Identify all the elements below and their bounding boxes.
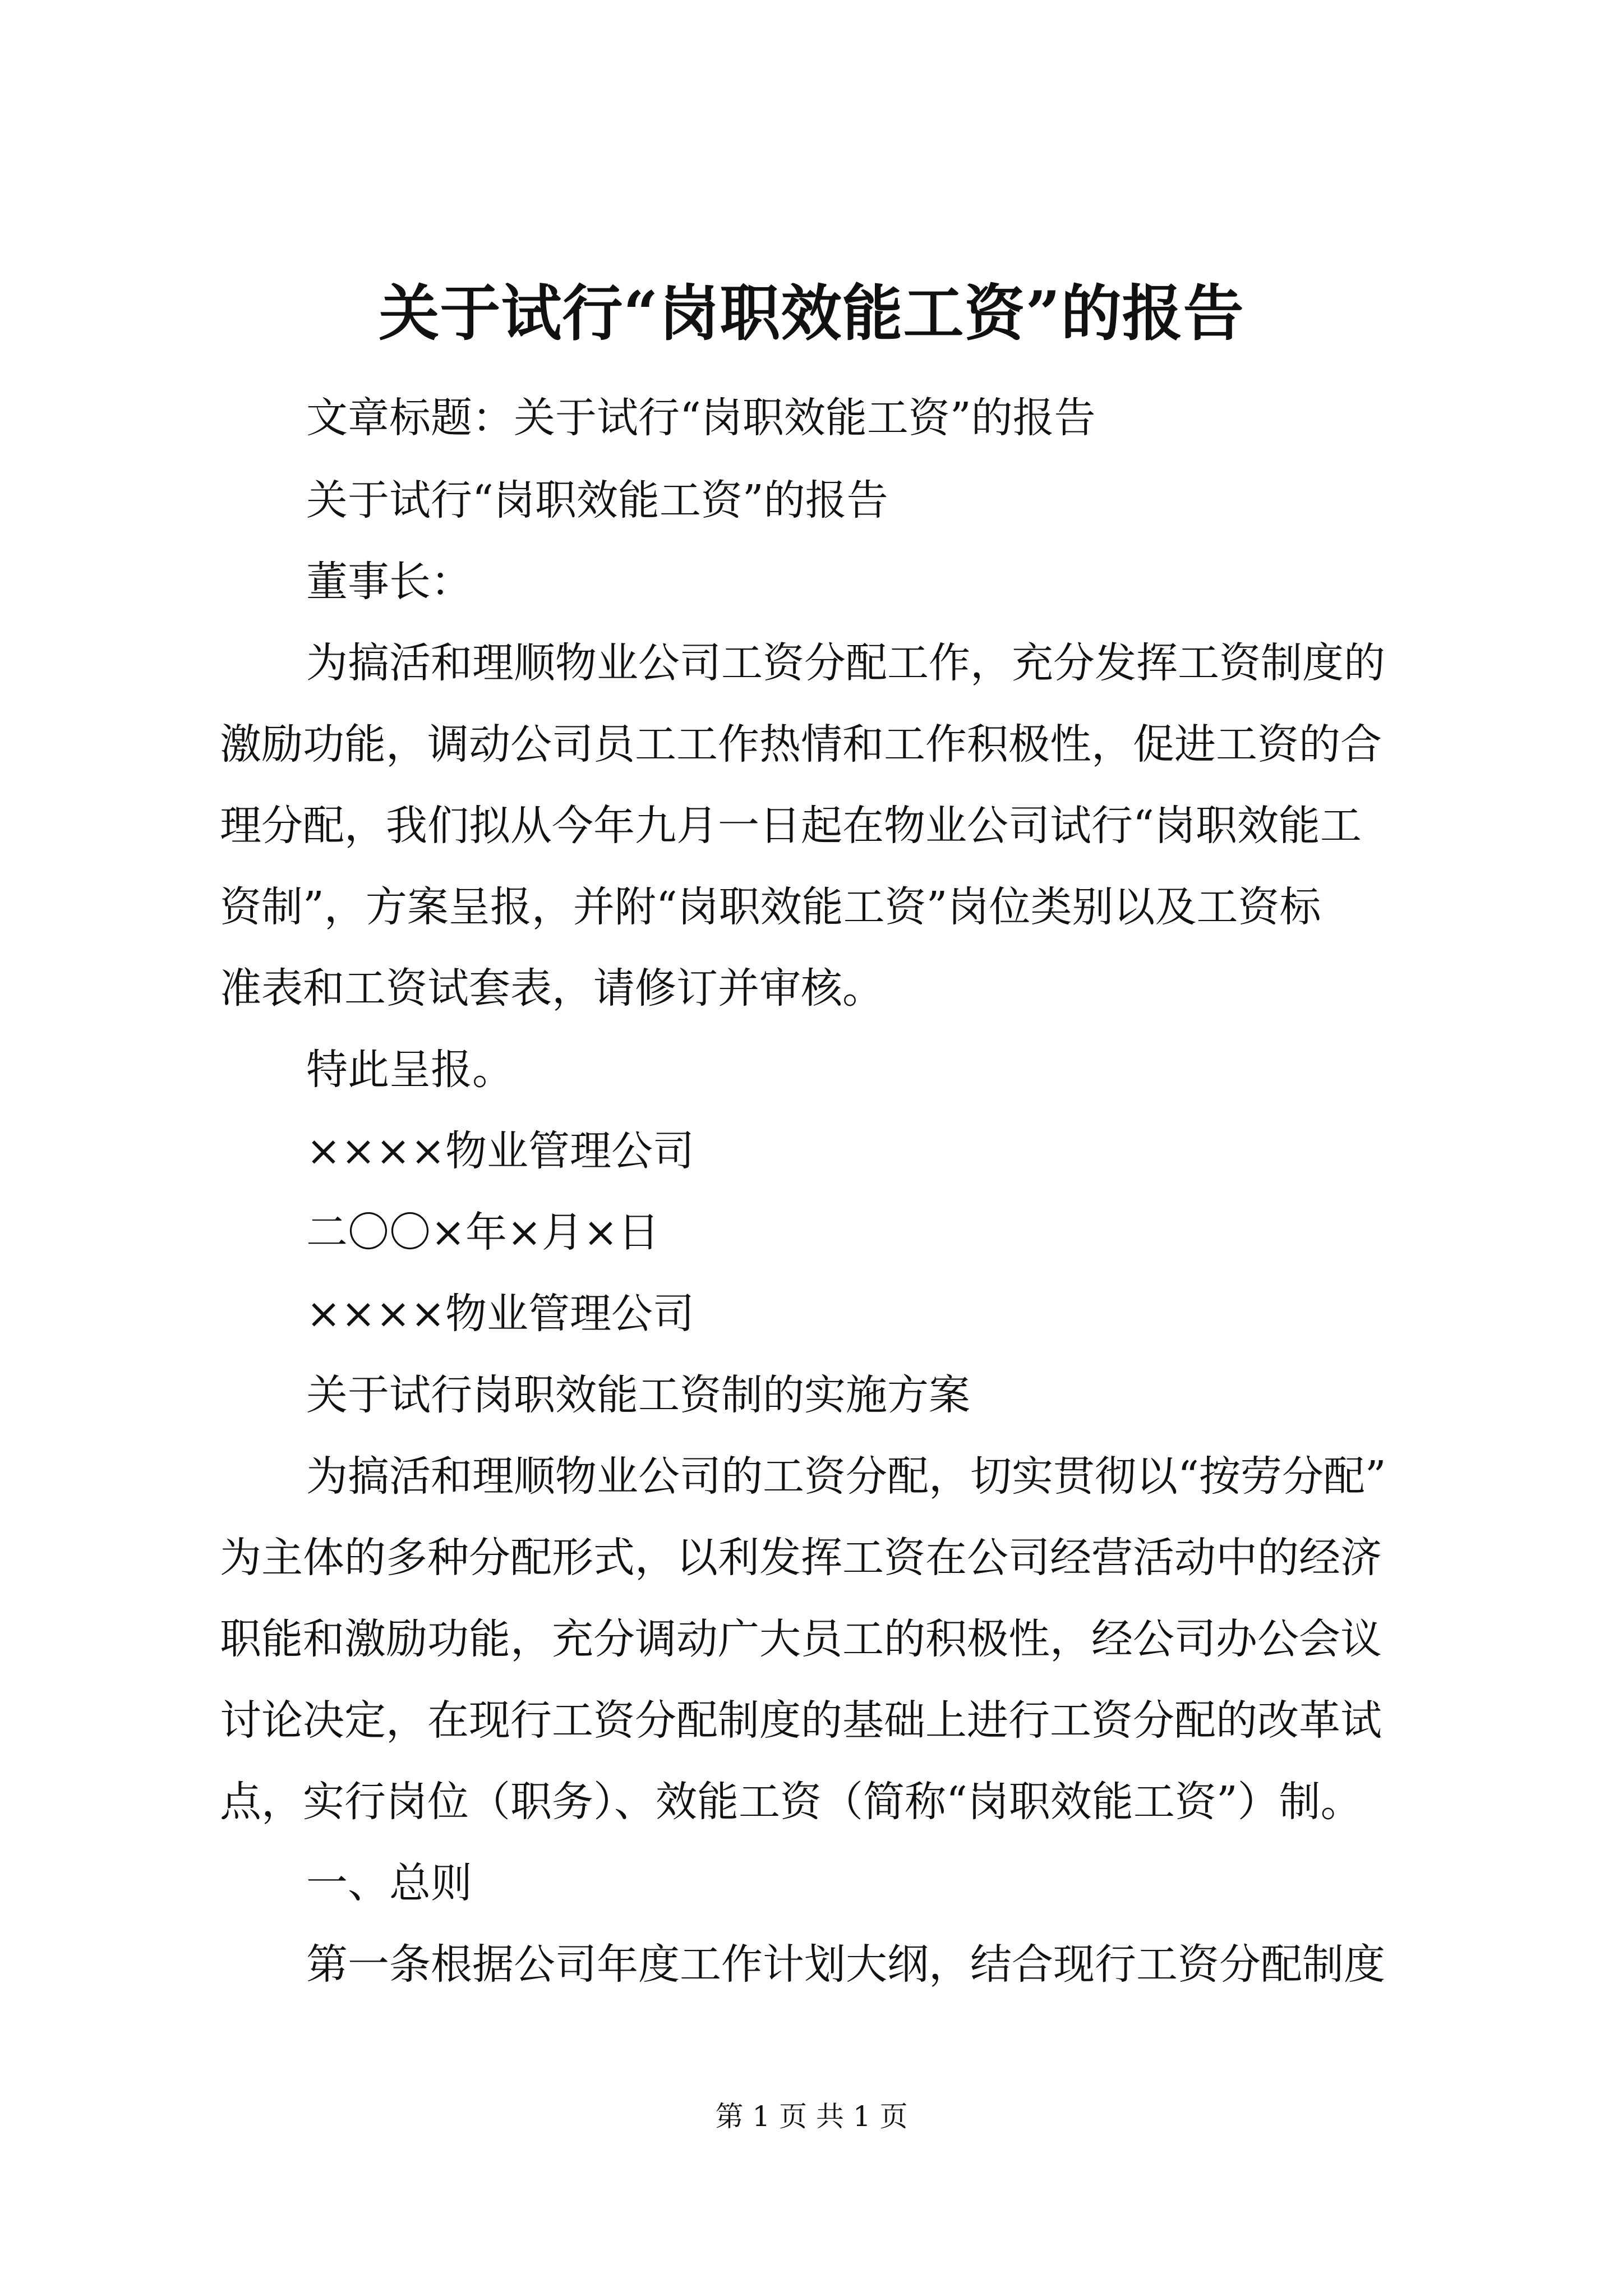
paragraph-line: 点，实行岗位（职务）、效能工资（简称“岗职效能工资”）制。 bbox=[220, 1778, 1362, 1826]
paragraph-line: 为搞活和理顺物业公司工资分配工作，充分发挥工资制度的 bbox=[306, 639, 1385, 687]
paragraph-line: 为搞活和理顺物业公司的工资分配，切实贯彻以“按劳分配” bbox=[306, 1452, 1386, 1501]
date-line: 二〇〇×年×月×日 bbox=[306, 1208, 660, 1257]
paragraph-line: 职能和激励功能，充分调动广大员工的积极性，经公司办公会议 bbox=[220, 1615, 1382, 1663]
paragraph-line: 资制”，方案呈报，并附“岗职效能工资”岗位类别以及工资标 bbox=[220, 883, 1321, 931]
closing-line: 特此呈报。 bbox=[306, 1046, 514, 1094]
company-name-line: ××××物业管理公司 bbox=[306, 1127, 695, 1175]
paragraph-line: 讨论决定，在现行工资分配制度的基础上进行工资分配的改革试 bbox=[220, 1696, 1382, 1745]
plan-heading-line: 关于试行岗职效能工资制的实施方案 bbox=[306, 1371, 970, 1419]
salutation-line: 董事长： bbox=[306, 558, 472, 606]
page-footer: 第 1 页 共 1 页 bbox=[715, 2100, 908, 2133]
paragraph-line: 激励功能，调动公司员工工作热情和工作积极性，促进工资的合 bbox=[220, 720, 1382, 769]
paragraph-line: 为主体的多种分配形式，以利发挥工资在公司经营活动中的经济 bbox=[220, 1534, 1382, 1582]
paragraph-line: 理分配，我们拟从今年九月一日起在物业公司试行“岗职效能工 bbox=[220, 802, 1362, 850]
section-heading-line: 一、总则 bbox=[306, 1859, 472, 1907]
paragraph-line: 第一条根据公司年度工作计划大纲，结合现行工资分配制度 bbox=[306, 1940, 1385, 1989]
article-title-line: 文章标题：关于试行“岗职效能工资”的报告 bbox=[306, 394, 1096, 442]
report-heading-line: 关于试行“岗职效能工资”的报告 bbox=[306, 476, 888, 524]
company-name-line: ××××物业管理公司 bbox=[306, 1290, 695, 1338]
document-title: 关于试行“岗职效能工资”的报告 bbox=[379, 278, 1244, 349]
paragraph-line: 准表和工资试套表，请修订并审核。 bbox=[220, 964, 884, 1013]
